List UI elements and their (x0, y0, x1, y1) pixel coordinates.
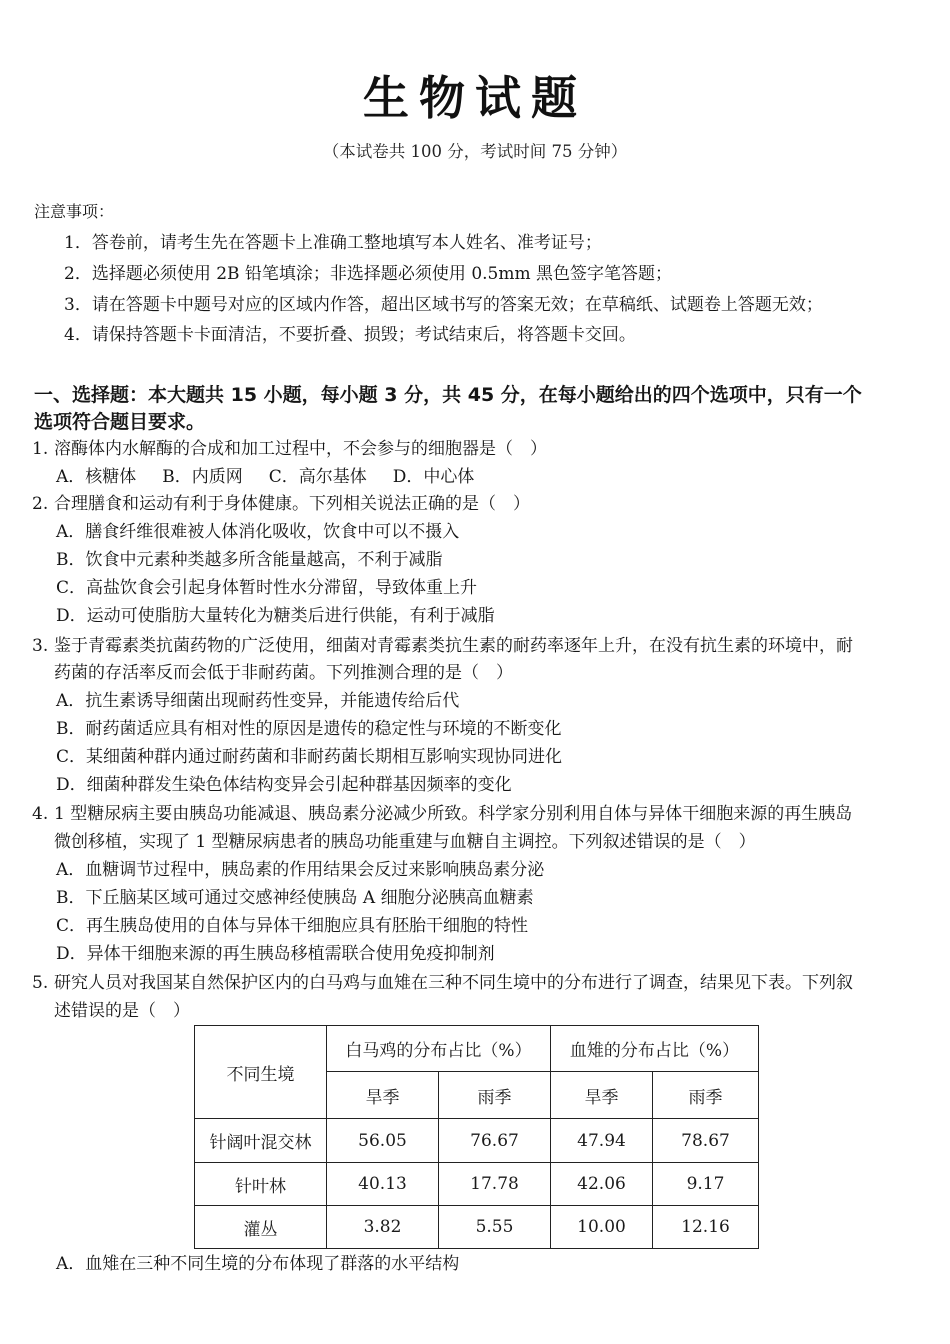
season-header: 雨季 (653, 1072, 759, 1119)
table-row (195, 1206, 759, 1249)
question-stem: 溶酶体内水解酶的合成和加工过程中，不会参与的细胞器是（ ） (54, 439, 547, 459)
group-header: 血雉的分布占比（%） (551, 1026, 759, 1072)
option-b: B．耐药菌适应具有相对性的原因是遗传的稳定性与环境的不断变化 (56, 719, 562, 739)
habitat-cell: 针阔叶混交林 (195, 1119, 327, 1163)
season-header: 旱季 (551, 1072, 653, 1119)
question-2 (32, 492, 530, 516)
option-a: A．膳食纤维很难被人体消化吸收，饮食中可以不摄入 (56, 522, 460, 542)
group-header: 白马鸡的分布占比（%） (327, 1026, 551, 1072)
section-heading: 一、选择题：本大题共 15 小题，每小题 3 分，共 45 分，在每小题给出的四个选项中，只有一个 (34, 384, 862, 406)
question-stem-cont: 药菌的存活率反而会低于非耐药菌。下列推测合理的是（ ） (54, 663, 513, 683)
question-1-options (56, 465, 500, 489)
habitat-header: 不同生境 (195, 1026, 327, 1119)
option-d: D．中心体 (392, 467, 475, 487)
value-cell: 12.16 (653, 1206, 759, 1249)
question-stem: 鉴于青霉素类抗菌药物的广泛使用，细菌对青霉素类抗生素的耐药率逐年上升，在没有抗生素的环境中，耐 (54, 636, 853, 656)
option-c: C．某细菌种群内通过耐药菌和非耐药菌长期相互影响实现协同进化 (56, 747, 563, 767)
data-table (194, 1025, 759, 1249)
option-a: A．血雉在三种不同生境的分布体现了群落的水平结构 (56, 1254, 460, 1274)
notice-heading: 注意事项： (34, 202, 115, 221)
question-3 (32, 634, 853, 658)
question-number: 2. (32, 494, 49, 514)
question-number: 5. (32, 973, 49, 993)
question-1 (32, 437, 547, 461)
notice-item: 2．选择题必须使用 2B 铅笔填涂；非选择题必须使用 0.5mm 黑色签字笔答题； (64, 264, 673, 284)
question-number: 1. (32, 439, 49, 459)
table-row (195, 1119, 759, 1163)
exam-info: （本试卷共 100 分，考试时间 75 分钟） (322, 142, 628, 161)
question-stem: 1 型糖尿病主要由胰岛功能减退、胰岛素分泌减少所致。科学家分别利用自体与异体干细胞来源的再生胰岛 (54, 804, 853, 824)
value-cell: 56.05 (327, 1119, 439, 1163)
value-cell: 47.94 (551, 1119, 653, 1163)
notice-item: 4．请保持答题卡卡面清洁，不要折叠、损毁；考试结束后，将答题卡交回。 (64, 325, 636, 345)
question-4 (32, 802, 852, 826)
value-cell: 10.00 (551, 1206, 653, 1249)
habitat-cell: 针叶林 (195, 1163, 327, 1206)
option-d: D．运动可使脂肪大量转化为糖类后进行供能，有利于减脂 (56, 606, 495, 626)
section-heading-cont: 选项符合题目要求。 (34, 411, 206, 433)
question-number: 4. (32, 804, 49, 824)
question-stem: 合理膳食和运动有利于身体健康。下列相关说法正确的是（ ） (54, 494, 530, 514)
notice-item: 3．请在答题卡中题号对应的区域内作答，超出区域书写的答案无效；在草稿纸、试题卷上答题无效； (64, 295, 823, 315)
page-title: 生物试题 (363, 71, 587, 125)
question-stem: 研究人员对我国某自然保护区内的白马鸡与血雉在三种不同生境中的分布进行了调查，结果见下表。下列叙 (54, 973, 853, 993)
value-cell: 76.67 (439, 1119, 551, 1163)
option-c: C．再生胰岛使用的自体与异体干细胞应具有胚胎干细胞的特性 (56, 916, 529, 936)
value-cell: 78.67 (653, 1119, 759, 1163)
option-c: C．高尔基体 (268, 467, 367, 487)
value-cell: 9.17 (653, 1163, 759, 1206)
option-a: A．核糖体 (56, 467, 137, 487)
value-cell: 17.78 (439, 1163, 551, 1206)
value-cell: 5.55 (439, 1206, 551, 1249)
habitat-cell: 灌丛 (195, 1206, 327, 1249)
season-header: 旱季 (327, 1072, 439, 1119)
value-cell: 40.13 (327, 1163, 439, 1206)
question-5 (32, 971, 853, 995)
notice-item: 1．答卷前，请考生先在答题卡上准确工整地填写本人姓名、准考证号； (64, 233, 602, 253)
table-row (195, 1163, 759, 1206)
option-b: B．下丘脑某区域可通过交感神经使胰岛 A 细胞分泌胰高血糖素 (56, 888, 534, 908)
option-d: D．细菌种群发生染色体结构变异会引起种群基因频率的变化 (56, 775, 512, 795)
option-a: A．血糖调节过程中，胰岛素的作用结果会反过来影响胰岛素分泌 (56, 860, 545, 880)
question-number: 3. (32, 636, 49, 656)
question-stem-cont: 述错误的是（ ） (54, 1001, 190, 1021)
option-c: C．高盐饮食会引起身体暂时性水分滞留，导致体重上升 (56, 578, 478, 598)
option-d: D．异体干细胞来源的再生胰岛移植需联合使用免疫抑制剂 (56, 944, 495, 964)
value-cell: 42.06 (551, 1163, 653, 1206)
option-b: B．内质网 (162, 467, 243, 487)
option-b: B．饮食中元素种类越多所含能量越高，不利于减脂 (56, 550, 443, 570)
option-a: A．抗生素诱导细菌出现耐药性变异，并能遗传给后代 (56, 691, 460, 711)
question-stem-cont: 微创移植，实现了 1 型糖尿病患者的胰岛功能重建与血糖自主调控。下列叙述错误的是（ ） (54, 832, 756, 852)
season-header: 雨季 (439, 1072, 551, 1119)
value-cell: 3.82 (327, 1206, 439, 1249)
